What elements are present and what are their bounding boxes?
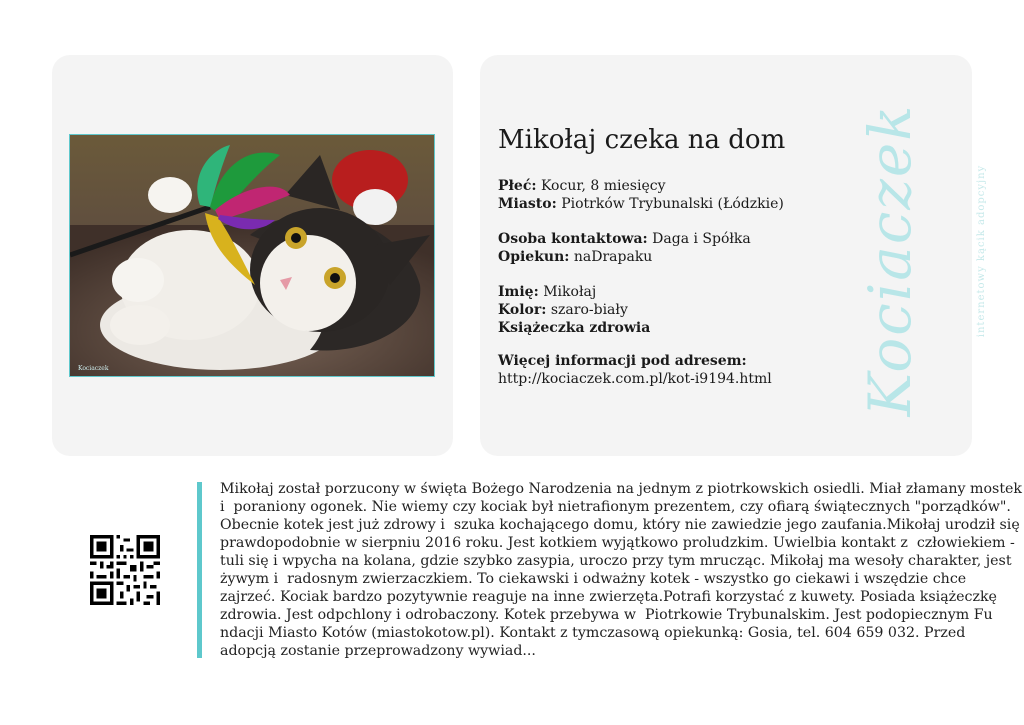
description-line: Mikołaj został porzucony w święta Bożego Narodzenia na jednym z piotrkowskich osiedli. Miał złamany mostek (220, 481, 1023, 497)
kolor-label: Kolor: (498, 302, 547, 318)
imie-label: Imię: (498, 284, 539, 300)
more-info-label: Więcej informacji pod adresem: (498, 353, 747, 369)
kociaczek-logo (845, 80, 987, 430)
description-line: tuli się i wpycha na kolana, gdzie szybko zasypia, uroczo przy tym mrucząc. Mikołaj ma wesoły charakter, jest (220, 553, 1012, 569)
miasto-label: Miasto: (498, 196, 557, 212)
osoba-value: Daga i Spółka (652, 231, 751, 247)
cat-info (498, 283, 650, 337)
description-line: ndacji Miasto Kotów (miastokotow.pl). Kontakt z tymczasową opiekunką: Gosia, tel. 604 659 032. Przed (220, 625, 966, 641)
description-line: adopcją zostanie przeprowadzony wywiad... (220, 643, 536, 659)
basic-info (498, 177, 784, 213)
logo-wordmark: Kociaczek (856, 103, 924, 417)
opiekun-label: Opiekun: (498, 249, 570, 265)
cat-illustration (70, 135, 434, 376)
plec-value: Kocur, 8 miesięcy (540, 178, 666, 194)
contact-info (498, 230, 751, 266)
plec-label: Płeć: (498, 178, 537, 194)
qr-code (90, 535, 160, 605)
more-info-link[interactable]: http://kociaczek.com.pl/kot-i9194.html (498, 371, 772, 387)
miasto-value: Piotrków Trybunalski (Łódzkie) (561, 196, 784, 212)
health-book-label: Książeczka zdrowia (498, 320, 651, 336)
description-line: zdrowia. Jest odpchlony i odrobaczony. Kotek przebywa w Piotrkowie Trybunalskim. Jest podopiecznym Fu (220, 607, 993, 623)
description-line: Obecnie kotek jest już zdrowy i szuka kochającego domu, który nie zawiedzie jego zaufania.Mikołaj urodził się (220, 517, 1020, 533)
imie-value: Mikołaj (543, 284, 597, 300)
cat-photo (69, 134, 435, 377)
description-line: prawdopodobnie w sierpniu 2016 roku. Jest kotkiem wyjątkowo proludzkim. Uwielbia kontakt z człowiekiem - (220, 535, 1015, 551)
opiekun-value: naDrapaku (573, 249, 653, 265)
photo-watermark: Kociaczek (78, 365, 109, 372)
description-accent-bar (197, 482, 202, 658)
osoba-label: Osoba kontaktowa: (498, 231, 648, 247)
kolor-value: szaro-biały (550, 302, 628, 318)
description-line: żywym i radosnym zwierzaczkiem. To ciekawski i odważny kotek - wszystko go ciekawi i wszędzie chce (220, 571, 967, 587)
description-line: zajrzeć. Kociak bardzo pozytywnie reaguje na inne zwierzęta.Potrafi korzystać z kuwety. Posiada książeczkę (220, 589, 997, 605)
page-title: Mikołaj czeka na dom (498, 125, 786, 155)
logo-tagline: internetowy kącik adopcyjny (976, 164, 987, 338)
description (220, 480, 1023, 660)
more-info (498, 352, 772, 388)
description-line: i poraniony ogonek. Nie wiemy czy kociak był nietrafionym prezentem, czy ofiarą świątecznych "porządków". (220, 499, 1011, 515)
